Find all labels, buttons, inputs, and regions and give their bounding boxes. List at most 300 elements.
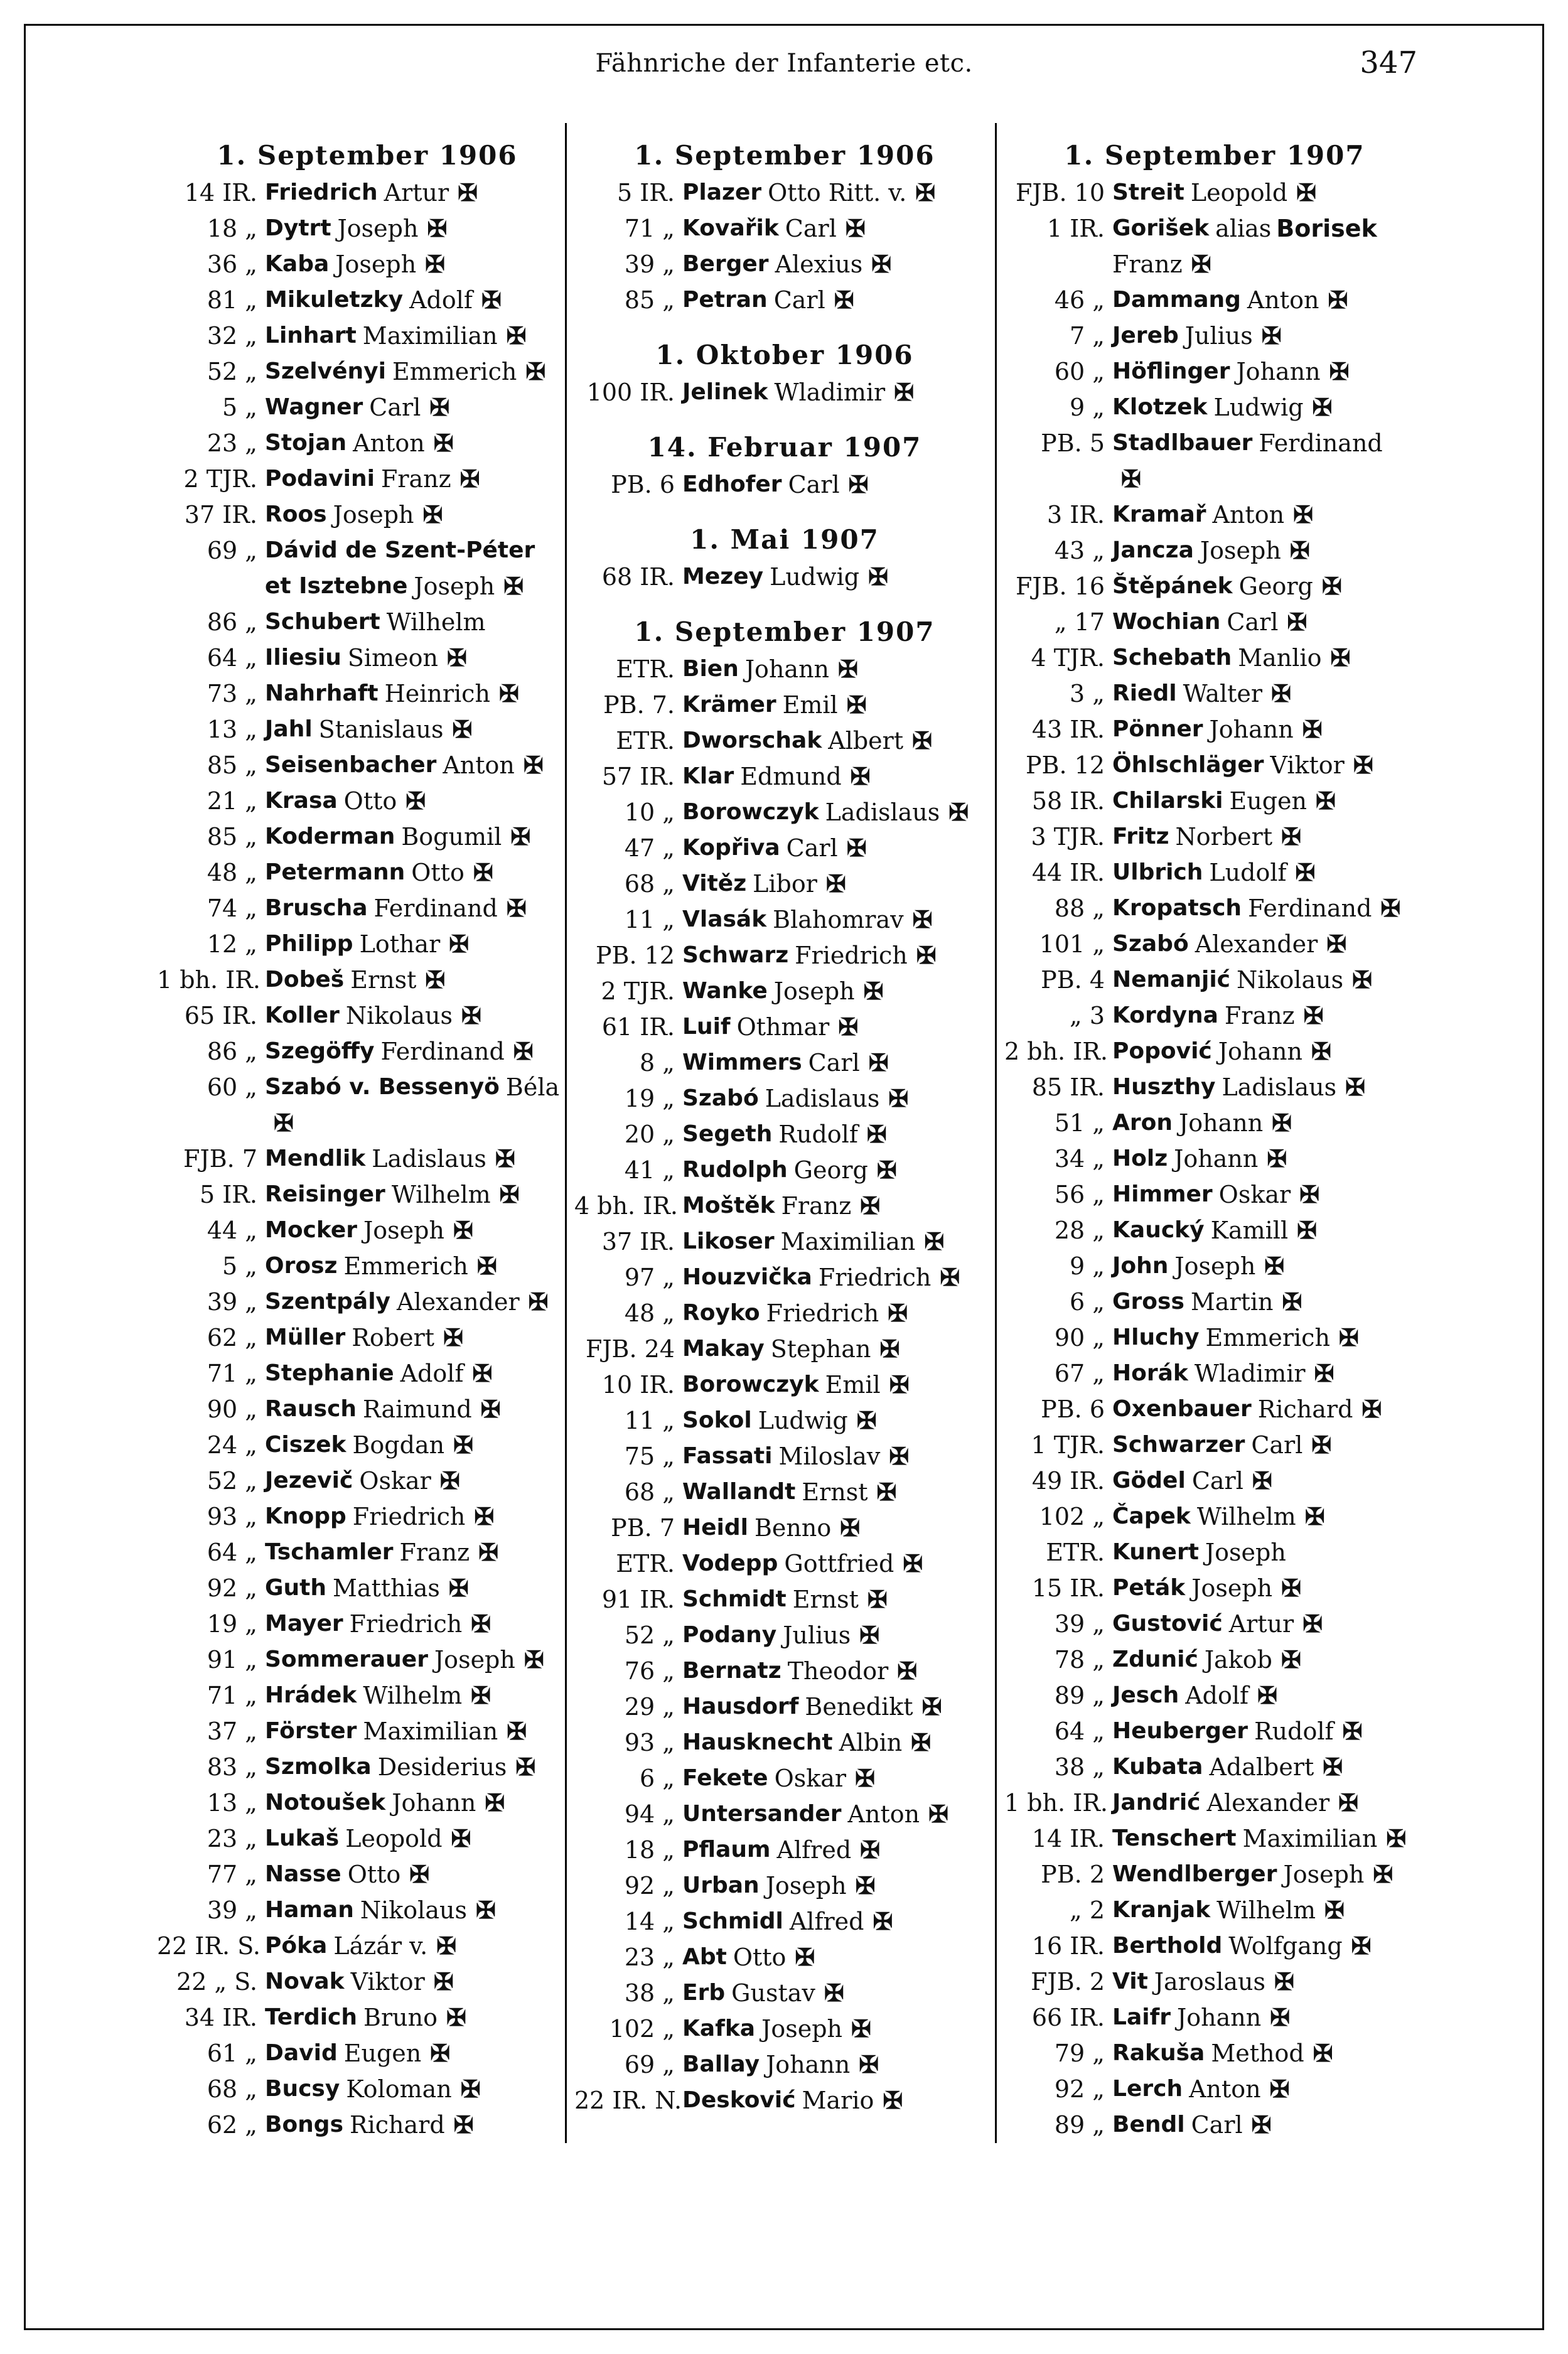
cross-icon: ✠ bbox=[795, 1943, 815, 1971]
unit-label: 5 „ bbox=[222, 393, 257, 421]
surname: Póka bbox=[265, 1933, 328, 1959]
surname: Sommerauer bbox=[265, 1647, 428, 1672]
unit-label: 52 „ bbox=[207, 1466, 257, 1495]
unit-label: 102 „ bbox=[1039, 1502, 1105, 1530]
cross-icon: ✠ bbox=[856, 1406, 877, 1434]
surname: Kafka bbox=[682, 2016, 756, 2041]
unit-label: 37 IR. bbox=[184, 500, 257, 529]
given-name: Bogumil bbox=[401, 822, 502, 851]
list-item bbox=[157, 1677, 577, 1713]
cross-icon: ✠ bbox=[422, 500, 443, 529]
unit-label: 62 „ bbox=[207, 2110, 257, 2139]
list-item bbox=[1004, 425, 1425, 461]
cross-icon: ✠ bbox=[443, 1323, 463, 1352]
given-name: Jaroslaus bbox=[1154, 1967, 1265, 1996]
given-name: Maximilian bbox=[1242, 1824, 1378, 1852]
given-name: Stanislaus bbox=[318, 715, 444, 743]
list-item bbox=[157, 926, 577, 962]
surname: Tenschert bbox=[1112, 1825, 1237, 1851]
given-name: Johann bbox=[744, 655, 830, 683]
cross-icon: ✠ bbox=[1293, 500, 1313, 529]
given-name: Alexander bbox=[1206, 1788, 1330, 1817]
surname: Gustović bbox=[1112, 1611, 1223, 1637]
cross-icon: ✠ bbox=[1315, 787, 1336, 815]
unit-label: 48 „ bbox=[624, 1299, 675, 1327]
list-item bbox=[1004, 1355, 1425, 1391]
list-item bbox=[157, 1964, 577, 1999]
list-item bbox=[1004, 1033, 1425, 1069]
cross-icon: ✠ bbox=[1386, 1824, 1407, 1852]
given-name: Gustav bbox=[731, 1979, 815, 2007]
surname: Philipp bbox=[265, 931, 353, 957]
unit-label: 69 „ bbox=[207, 536, 257, 564]
given-name: Benno bbox=[754, 1513, 832, 1542]
unit-label: 22 IR. N. bbox=[574, 2086, 682, 2114]
unit-label: 93 „ bbox=[624, 1728, 675, 1756]
list-item bbox=[1004, 1713, 1425, 1749]
given-name: Franz bbox=[1112, 250, 1183, 278]
cross-icon: ✠ bbox=[915, 178, 936, 207]
list-item bbox=[574, 374, 995, 410]
unit-label: 3 TJR. bbox=[1031, 822, 1105, 851]
list-item bbox=[1004, 353, 1425, 389]
cross-icon: ✠ bbox=[513, 1037, 534, 1065]
unit-label: FJB. 16 bbox=[1015, 572, 1105, 600]
surname: et Isztebne bbox=[265, 573, 408, 599]
cross-icon: ✠ bbox=[439, 1466, 460, 1495]
given-name: Heinrich bbox=[384, 679, 490, 707]
unit-label: PB. 12 bbox=[595, 941, 675, 969]
surname: Luif bbox=[682, 1014, 731, 1040]
surname: Mayer bbox=[265, 1611, 343, 1637]
surname: Nahrhaft bbox=[265, 680, 379, 706]
column-3 bbox=[1004, 137, 1425, 2142]
list-item bbox=[1004, 604, 1425, 640]
unit-label: „ 2 bbox=[1070, 1896, 1105, 1924]
cross-icon: ✠ bbox=[1267, 1144, 1287, 1173]
cross-icon: ✠ bbox=[1361, 1395, 1382, 1423]
list-item bbox=[574, 1868, 995, 1903]
unit-label: 28 „ bbox=[1054, 1216, 1105, 1244]
cross-icon: ✠ bbox=[471, 1681, 491, 1709]
unit-label: 9 „ bbox=[1070, 393, 1105, 421]
cross-icon: ✠ bbox=[859, 1621, 880, 1649]
given-name: Otto bbox=[733, 1943, 787, 1971]
surname: Novak bbox=[265, 1969, 345, 1994]
surname: Gross bbox=[1112, 1289, 1184, 1314]
given-name: Ferdinand bbox=[1248, 894, 1372, 922]
unit-label: 92 „ bbox=[1054, 2075, 1105, 2103]
list-item bbox=[157, 246, 577, 282]
list-item bbox=[1004, 1498, 1425, 1534]
list-item bbox=[157, 1498, 577, 1534]
surname: Kramař bbox=[1112, 502, 1206, 527]
surname: Jelinek bbox=[682, 379, 768, 405]
list-item bbox=[157, 1785, 577, 1820]
cross-icon: ✠ bbox=[458, 178, 478, 207]
cross-icon: ✠ bbox=[845, 214, 866, 242]
given-name: Joseph bbox=[335, 250, 417, 278]
list-item bbox=[1004, 1141, 1425, 1176]
cross-icon: ✠ bbox=[1282, 1287, 1302, 1316]
given-name: Ladislaus bbox=[765, 1084, 880, 1112]
list-item bbox=[157, 675, 577, 711]
cross-icon: ✠ bbox=[461, 1001, 481, 1029]
list-item bbox=[157, 1319, 577, 1355]
unit-label: 66 IR. bbox=[1031, 2003, 1105, 2031]
unit-label: PB. 2 bbox=[1041, 1860, 1105, 1888]
cross-icon: ✠ bbox=[1289, 536, 1310, 564]
given-name: Othmar bbox=[736, 1013, 830, 1041]
cross-icon: ✠ bbox=[523, 751, 544, 779]
surname: Vlasák bbox=[682, 906, 767, 932]
section-heading: 1. September 1906 bbox=[217, 140, 518, 171]
unit-label: 90 „ bbox=[207, 1395, 257, 1423]
unit-label: 21 „ bbox=[207, 787, 257, 815]
surname: Makay bbox=[682, 1336, 765, 1362]
unit-label: 64 „ bbox=[207, 643, 257, 672]
surname: Streit bbox=[1112, 180, 1184, 205]
surname: Podany bbox=[682, 1622, 777, 1648]
list-item bbox=[1004, 1284, 1425, 1319]
list-item bbox=[574, 1223, 995, 1259]
list-item bbox=[1004, 1463, 1425, 1498]
surname: Orosz bbox=[265, 1253, 338, 1279]
unit-label: PB. 6 bbox=[611, 470, 675, 498]
surname: Guth bbox=[265, 1575, 327, 1601]
surname: Petermann bbox=[265, 859, 405, 885]
surname: Kropatsch bbox=[1112, 895, 1242, 921]
list-item bbox=[157, 497, 577, 532]
list-item bbox=[1004, 1999, 1425, 2035]
cross-icon: ✠ bbox=[1345, 1073, 1365, 1101]
cross-icon: ✠ bbox=[1251, 2110, 1272, 2139]
given-name: Emmerich bbox=[392, 357, 517, 385]
list-item bbox=[1004, 1928, 1425, 1964]
given-name: Bruno bbox=[363, 2003, 438, 2031]
surname: Fekete bbox=[682, 1765, 768, 1791]
unit-label: 52 „ bbox=[624, 1621, 675, 1649]
given-name: Franz bbox=[781, 1191, 852, 1220]
surname: Bucsy bbox=[265, 2076, 340, 2102]
cross-icon: ✠ bbox=[1269, 2075, 1290, 2103]
cross-icon: ✠ bbox=[868, 562, 888, 591]
surname: Holz bbox=[1112, 1146, 1168, 1171]
unit-label: 67 „ bbox=[1054, 1359, 1105, 1387]
cross-icon: ✠ bbox=[515, 1753, 536, 1781]
cross-icon: ✠ bbox=[510, 822, 531, 851]
cross-icon: ✠ bbox=[1324, 1896, 1345, 1924]
cross-icon: ✠ bbox=[889, 1442, 910, 1470]
given-name: Anton bbox=[443, 751, 515, 779]
unit-label: 86 „ bbox=[207, 1037, 257, 1065]
unit-label: FJB. 10 bbox=[1015, 178, 1105, 207]
given-name: Carl bbox=[1227, 608, 1279, 636]
list-item bbox=[574, 723, 995, 758]
given-name: Kamill bbox=[1210, 1216, 1289, 1244]
unit-label: 23 „ bbox=[624, 1943, 675, 1971]
surname: Jahl bbox=[265, 716, 313, 742]
cross-icon: ✠ bbox=[916, 941, 937, 969]
given-name: Viktor bbox=[350, 1967, 425, 1996]
unit-label: 91 IR. bbox=[601, 1585, 675, 1613]
surname: Nasse bbox=[265, 1861, 341, 1887]
given-name: Otto bbox=[411, 858, 464, 886]
list-item bbox=[574, 1653, 995, 1689]
list-item bbox=[1004, 175, 1425, 210]
list-item bbox=[1004, 1248, 1425, 1284]
list-item bbox=[157, 890, 577, 926]
cross-icon: ✠ bbox=[1302, 1610, 1323, 1638]
given-name: Blahomrav bbox=[773, 905, 904, 933]
unit-label: 14 IR. bbox=[184, 178, 257, 207]
given-name: Julius bbox=[1184, 321, 1253, 350]
page-number: 347 bbox=[1360, 45, 1417, 80]
unit-label: 71 „ bbox=[207, 1681, 257, 1709]
given-name: Alexander bbox=[397, 1287, 520, 1316]
given-name: Carl bbox=[1251, 1431, 1303, 1459]
surname: Borowczyk bbox=[682, 1372, 819, 1397]
list-item bbox=[157, 1355, 577, 1391]
unit-label: 71 „ bbox=[624, 214, 675, 242]
cross-icon: ✠ bbox=[873, 1907, 893, 1935]
surname: Oxenbauer bbox=[1112, 1396, 1252, 1422]
unit-label: 22 IR. S. bbox=[157, 1932, 260, 1960]
section-heading: 1. Mai 1907 bbox=[690, 524, 879, 555]
cross-icon: ✠ bbox=[475, 1896, 496, 1924]
list-item bbox=[574, 866, 995, 901]
unit-label: 39 „ bbox=[207, 1287, 257, 1316]
unit-label: 64 „ bbox=[1054, 1717, 1105, 1745]
surname: Schmidl bbox=[682, 1908, 783, 1934]
cross-icon: ✠ bbox=[1281, 1645, 1301, 1674]
surname: Hausknecht bbox=[682, 1729, 833, 1755]
given-name: Artur bbox=[1228, 1610, 1294, 1638]
unit-label: 49 IR. bbox=[1031, 1466, 1105, 1495]
surname: Schubert bbox=[265, 609, 380, 635]
surname: Klotzek bbox=[1112, 394, 1208, 420]
cross-icon: ✠ bbox=[1281, 1574, 1301, 1602]
cross-icon: ✠ bbox=[425, 965, 446, 994]
surname: Moštěk bbox=[682, 1193, 775, 1218]
given-name: Artur bbox=[384, 178, 449, 207]
cross-icon: ✠ bbox=[1351, 1932, 1372, 1960]
cross-icon: ✠ bbox=[1338, 1788, 1358, 1817]
list-item bbox=[1004, 640, 1425, 675]
list-item bbox=[574, 282, 995, 318]
list-item bbox=[157, 819, 577, 854]
list-item bbox=[574, 1724, 995, 1760]
given-name: Nikolaus bbox=[345, 1001, 453, 1029]
surname: Stojan bbox=[265, 430, 347, 456]
list-item bbox=[1004, 1105, 1425, 1141]
unit-label: 1 TJR. bbox=[1031, 1431, 1105, 1459]
surname: Zdunić bbox=[1112, 1647, 1198, 1672]
cross-icon: ✠ bbox=[1311, 1431, 1332, 1459]
surname: Mezey bbox=[682, 564, 764, 589]
cross-icon: ✠ bbox=[495, 1144, 515, 1173]
list-item bbox=[1004, 1570, 1425, 1606]
given-name: Carl bbox=[1191, 2110, 1243, 2139]
unit-label: 71 „ bbox=[207, 1359, 257, 1387]
list-item bbox=[157, 854, 577, 890]
section-spacer bbox=[574, 502, 995, 521]
list-item bbox=[1004, 1677, 1425, 1713]
unit-label: 23 „ bbox=[207, 1824, 257, 1852]
surname: Seisenbacher bbox=[265, 752, 437, 778]
surname: Schmidt bbox=[682, 1586, 787, 1612]
surname: Berger bbox=[682, 251, 769, 277]
surname: Szelvényi bbox=[265, 358, 386, 384]
list-item bbox=[157, 711, 577, 747]
list-item bbox=[1004, 389, 1425, 425]
list-item bbox=[157, 1999, 577, 2035]
cross-icon: ✠ bbox=[425, 250, 446, 278]
unit-label: 23 „ bbox=[207, 429, 257, 457]
surname: Čapek bbox=[1112, 1503, 1191, 1529]
unit-label: 36 „ bbox=[207, 250, 257, 278]
unit-label: 44 „ bbox=[207, 1216, 257, 1244]
unit-label: 15 IR. bbox=[1031, 1574, 1105, 1602]
surname: Nemanjić bbox=[1112, 967, 1230, 992]
given-name: Joseph bbox=[363, 1216, 444, 1244]
list-item bbox=[1004, 997, 1425, 1033]
unit-label: 3 IR. bbox=[1047, 500, 1105, 529]
surname: Haman bbox=[265, 1897, 354, 1923]
given-name: Robert bbox=[352, 1323, 435, 1352]
surname: Schwarzer bbox=[1112, 1432, 1245, 1458]
list-item bbox=[157, 389, 577, 425]
unit-label: 58 IR. bbox=[1031, 787, 1105, 815]
surname: Huszthy bbox=[1112, 1074, 1216, 1100]
unit-label: 29 „ bbox=[624, 1692, 675, 1721]
given-name: Joseph bbox=[1283, 1860, 1365, 1888]
unit-label: FJB. 24 bbox=[585, 1335, 675, 1363]
unit-label: 14 „ bbox=[624, 1907, 675, 1935]
list-item bbox=[1004, 1176, 1425, 1212]
surname: Rausch bbox=[265, 1396, 357, 1422]
unit-label: 6 „ bbox=[640, 1764, 675, 1792]
list-item bbox=[574, 651, 995, 687]
list-item bbox=[1004, 1856, 1425, 1892]
list-item bbox=[574, 1975, 995, 2011]
cross-icon: ✠ bbox=[448, 1574, 469, 1602]
given-name: Martin bbox=[1190, 1287, 1274, 1316]
cross-icon: ✠ bbox=[834, 286, 854, 314]
cross-icon: ✠ bbox=[429, 393, 450, 421]
cross-icon: ✠ bbox=[1281, 822, 1301, 851]
surname: Podavini bbox=[265, 466, 375, 492]
surname: Popović bbox=[1112, 1038, 1212, 1064]
unit-label: 6 „ bbox=[1070, 1287, 1105, 1316]
given-name: Koloman bbox=[346, 2075, 452, 2103]
unit-label: 68 „ bbox=[624, 869, 675, 898]
cross-icon: ✠ bbox=[433, 1967, 454, 1996]
unit-label: 18 „ bbox=[624, 1835, 675, 1864]
list-item bbox=[157, 1749, 577, 1785]
given-name: Johann bbox=[392, 1788, 476, 1817]
unit-label: 2 TJR. bbox=[183, 465, 257, 493]
unit-label: 11 „ bbox=[624, 905, 675, 933]
given-name: Ludolf bbox=[1209, 858, 1287, 886]
unit-label: 61 IR. bbox=[601, 1013, 675, 1041]
given-name: Carl bbox=[1191, 1466, 1243, 1495]
list-item bbox=[157, 783, 577, 819]
surname: Dammang bbox=[1112, 287, 1241, 313]
unit-label: 22 „ S. bbox=[176, 1967, 257, 1996]
surname: Lerch bbox=[1112, 2076, 1183, 2102]
cross-icon: ✠ bbox=[473, 858, 493, 886]
cross-icon: ✠ bbox=[478, 1538, 499, 1566]
list-item bbox=[157, 1642, 577, 1677]
given-name: Anton bbox=[353, 429, 425, 457]
unit-label: 12 „ bbox=[207, 930, 257, 958]
cross-icon: ✠ bbox=[1373, 1860, 1393, 1888]
cross-icon: ✠ bbox=[453, 1431, 473, 1459]
cross-icon: ✠ bbox=[1296, 178, 1316, 207]
given-name: Ludwig bbox=[758, 1406, 848, 1434]
unit-label: 88 „ bbox=[1054, 894, 1105, 922]
list-item bbox=[574, 1116, 995, 1152]
section-heading: 1. September 1907 bbox=[1064, 140, 1365, 171]
cross-icon: ✠ bbox=[851, 2014, 871, 2043]
cross-icon: ✠ bbox=[1380, 894, 1401, 922]
unit-label: 86 „ bbox=[207, 608, 257, 636]
surname: Schebath bbox=[1112, 645, 1232, 670]
list-item bbox=[157, 1534, 577, 1570]
list-item bbox=[157, 2107, 577, 2142]
cross-icon: ✠ bbox=[824, 1979, 844, 2007]
list-item bbox=[157, 1427, 577, 1463]
surname: Wallandt bbox=[682, 1479, 796, 1505]
unit-label: 85 „ bbox=[207, 751, 257, 779]
unit-label: 85 „ bbox=[207, 822, 257, 851]
list-item bbox=[157, 532, 577, 568]
given-name: Adalbert bbox=[1209, 1753, 1314, 1781]
given-name: Viktor bbox=[1270, 751, 1345, 779]
unit-label: 97 „ bbox=[624, 1263, 675, 1291]
surname: Bendl bbox=[1112, 2112, 1185, 2137]
list-item bbox=[574, 1152, 995, 1188]
list-item bbox=[1004, 854, 1425, 890]
unit-label: 9 „ bbox=[1070, 1252, 1105, 1280]
list-item bbox=[1004, 1427, 1425, 1463]
surname: Stadlbauer bbox=[1112, 430, 1253, 456]
list-item bbox=[1004, 890, 1425, 926]
unit-label: 7 „ bbox=[1070, 321, 1105, 350]
cross-icon: ✠ bbox=[446, 643, 467, 672]
cross-icon: ✠ bbox=[825, 869, 846, 898]
surname: Segeth bbox=[682, 1121, 773, 1147]
given-name: Rudolf bbox=[1254, 1717, 1334, 1745]
cross-icon: ✠ bbox=[433, 429, 454, 457]
surname: Wochian bbox=[1112, 609, 1221, 635]
surname: Roos bbox=[265, 502, 327, 527]
cross-icon: ✠ bbox=[889, 1370, 910, 1399]
list-item bbox=[574, 1295, 995, 1331]
given-name: Carl bbox=[788, 470, 840, 498]
cross-icon: ✠ bbox=[1313, 2039, 1333, 2067]
surname: Förster bbox=[265, 1718, 357, 1744]
cross-icon: ✠ bbox=[453, 1216, 473, 1244]
surname: Kordyna bbox=[1112, 1002, 1218, 1028]
list-item bbox=[157, 1713, 577, 1749]
list-item bbox=[574, 830, 995, 866]
list-item bbox=[574, 1581, 995, 1617]
unit-label: 24 „ bbox=[207, 1431, 257, 1459]
surname: Laifr bbox=[1112, 2004, 1171, 2030]
given-name: Nikolaus bbox=[1237, 965, 1344, 994]
